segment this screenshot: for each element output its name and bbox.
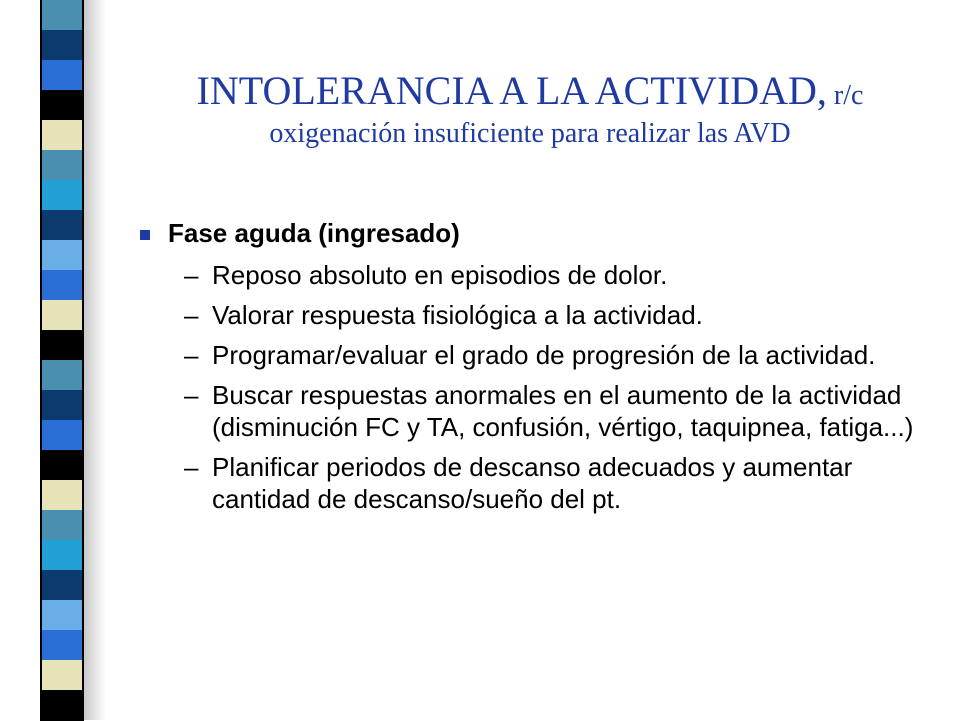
dash-marker: – (184, 452, 199, 482)
slide-body (130, 218, 930, 523)
sub-item-1 (130, 259, 930, 291)
stripe-block (40, 300, 84, 331)
stripe-block (40, 480, 84, 511)
title-main: INTOLERANCIA A LA ACTIVIDAD, (196, 68, 827, 113)
stripe-block (40, 240, 84, 271)
stripe-block (40, 390, 84, 421)
stripe-block (40, 570, 84, 601)
stripe-block (40, 330, 84, 361)
stripe-block (40, 60, 84, 91)
sub-item-3 (130, 339, 930, 371)
decorative-stripe (0, 0, 110, 720)
stripe-block (40, 600, 84, 631)
sub-item-text: Buscar respuestas anormales en el aumento de la actividad (disminución FC y TA, confusión, vértigo, taquipnea, fatiga...) (212, 380, 914, 442)
stripe-shadow (84, 0, 106, 720)
stripe-block (40, 510, 84, 541)
stripe-block (40, 90, 84, 121)
stripe-block (40, 360, 84, 391)
dash-marker: – (184, 300, 199, 330)
stripe-block (40, 30, 84, 61)
stripe-block (40, 180, 84, 211)
title-line2: oxigenación insuficiente para realizar las AVD (269, 118, 791, 149)
sub-item-text: Planificar periodos de descanso adecuados y aumentar cantidad de descanso/sueño del pt. (212, 452, 853, 514)
sub-item-text: Programar/evaluar el grado de progresión de la actividad. (212, 340, 876, 370)
bullet-text: Fase aguda (ingresado) (168, 218, 460, 248)
stripe-block (40, 450, 84, 481)
square-bullet-icon (140, 230, 150, 240)
stripe-block (40, 690, 84, 721)
dash-marker: – (184, 260, 199, 290)
stripe-block (40, 540, 84, 571)
sub-item-text: Valorar respuesta fisiológica a la actividad. (212, 300, 703, 330)
sub-item-5 (130, 451, 930, 515)
stripe-block (40, 660, 84, 691)
stripe-block (40, 630, 84, 661)
bullet-item (130, 218, 930, 249)
stripe-block (40, 150, 84, 181)
stripe-block (40, 0, 84, 31)
slide-title (130, 66, 930, 151)
title-rc: r/c (826, 80, 864, 111)
stripe-block (40, 270, 84, 301)
dash-marker: – (184, 340, 199, 370)
stripe-block (40, 210, 84, 241)
sub-item-4 (130, 379, 930, 443)
sub-item-2 (130, 299, 930, 331)
sub-item-text: Reposo absoluto en episodios de dolor. (212, 260, 668, 290)
dash-marker: – (184, 380, 199, 410)
stripe-block (40, 120, 84, 151)
stripe-block (40, 420, 84, 451)
